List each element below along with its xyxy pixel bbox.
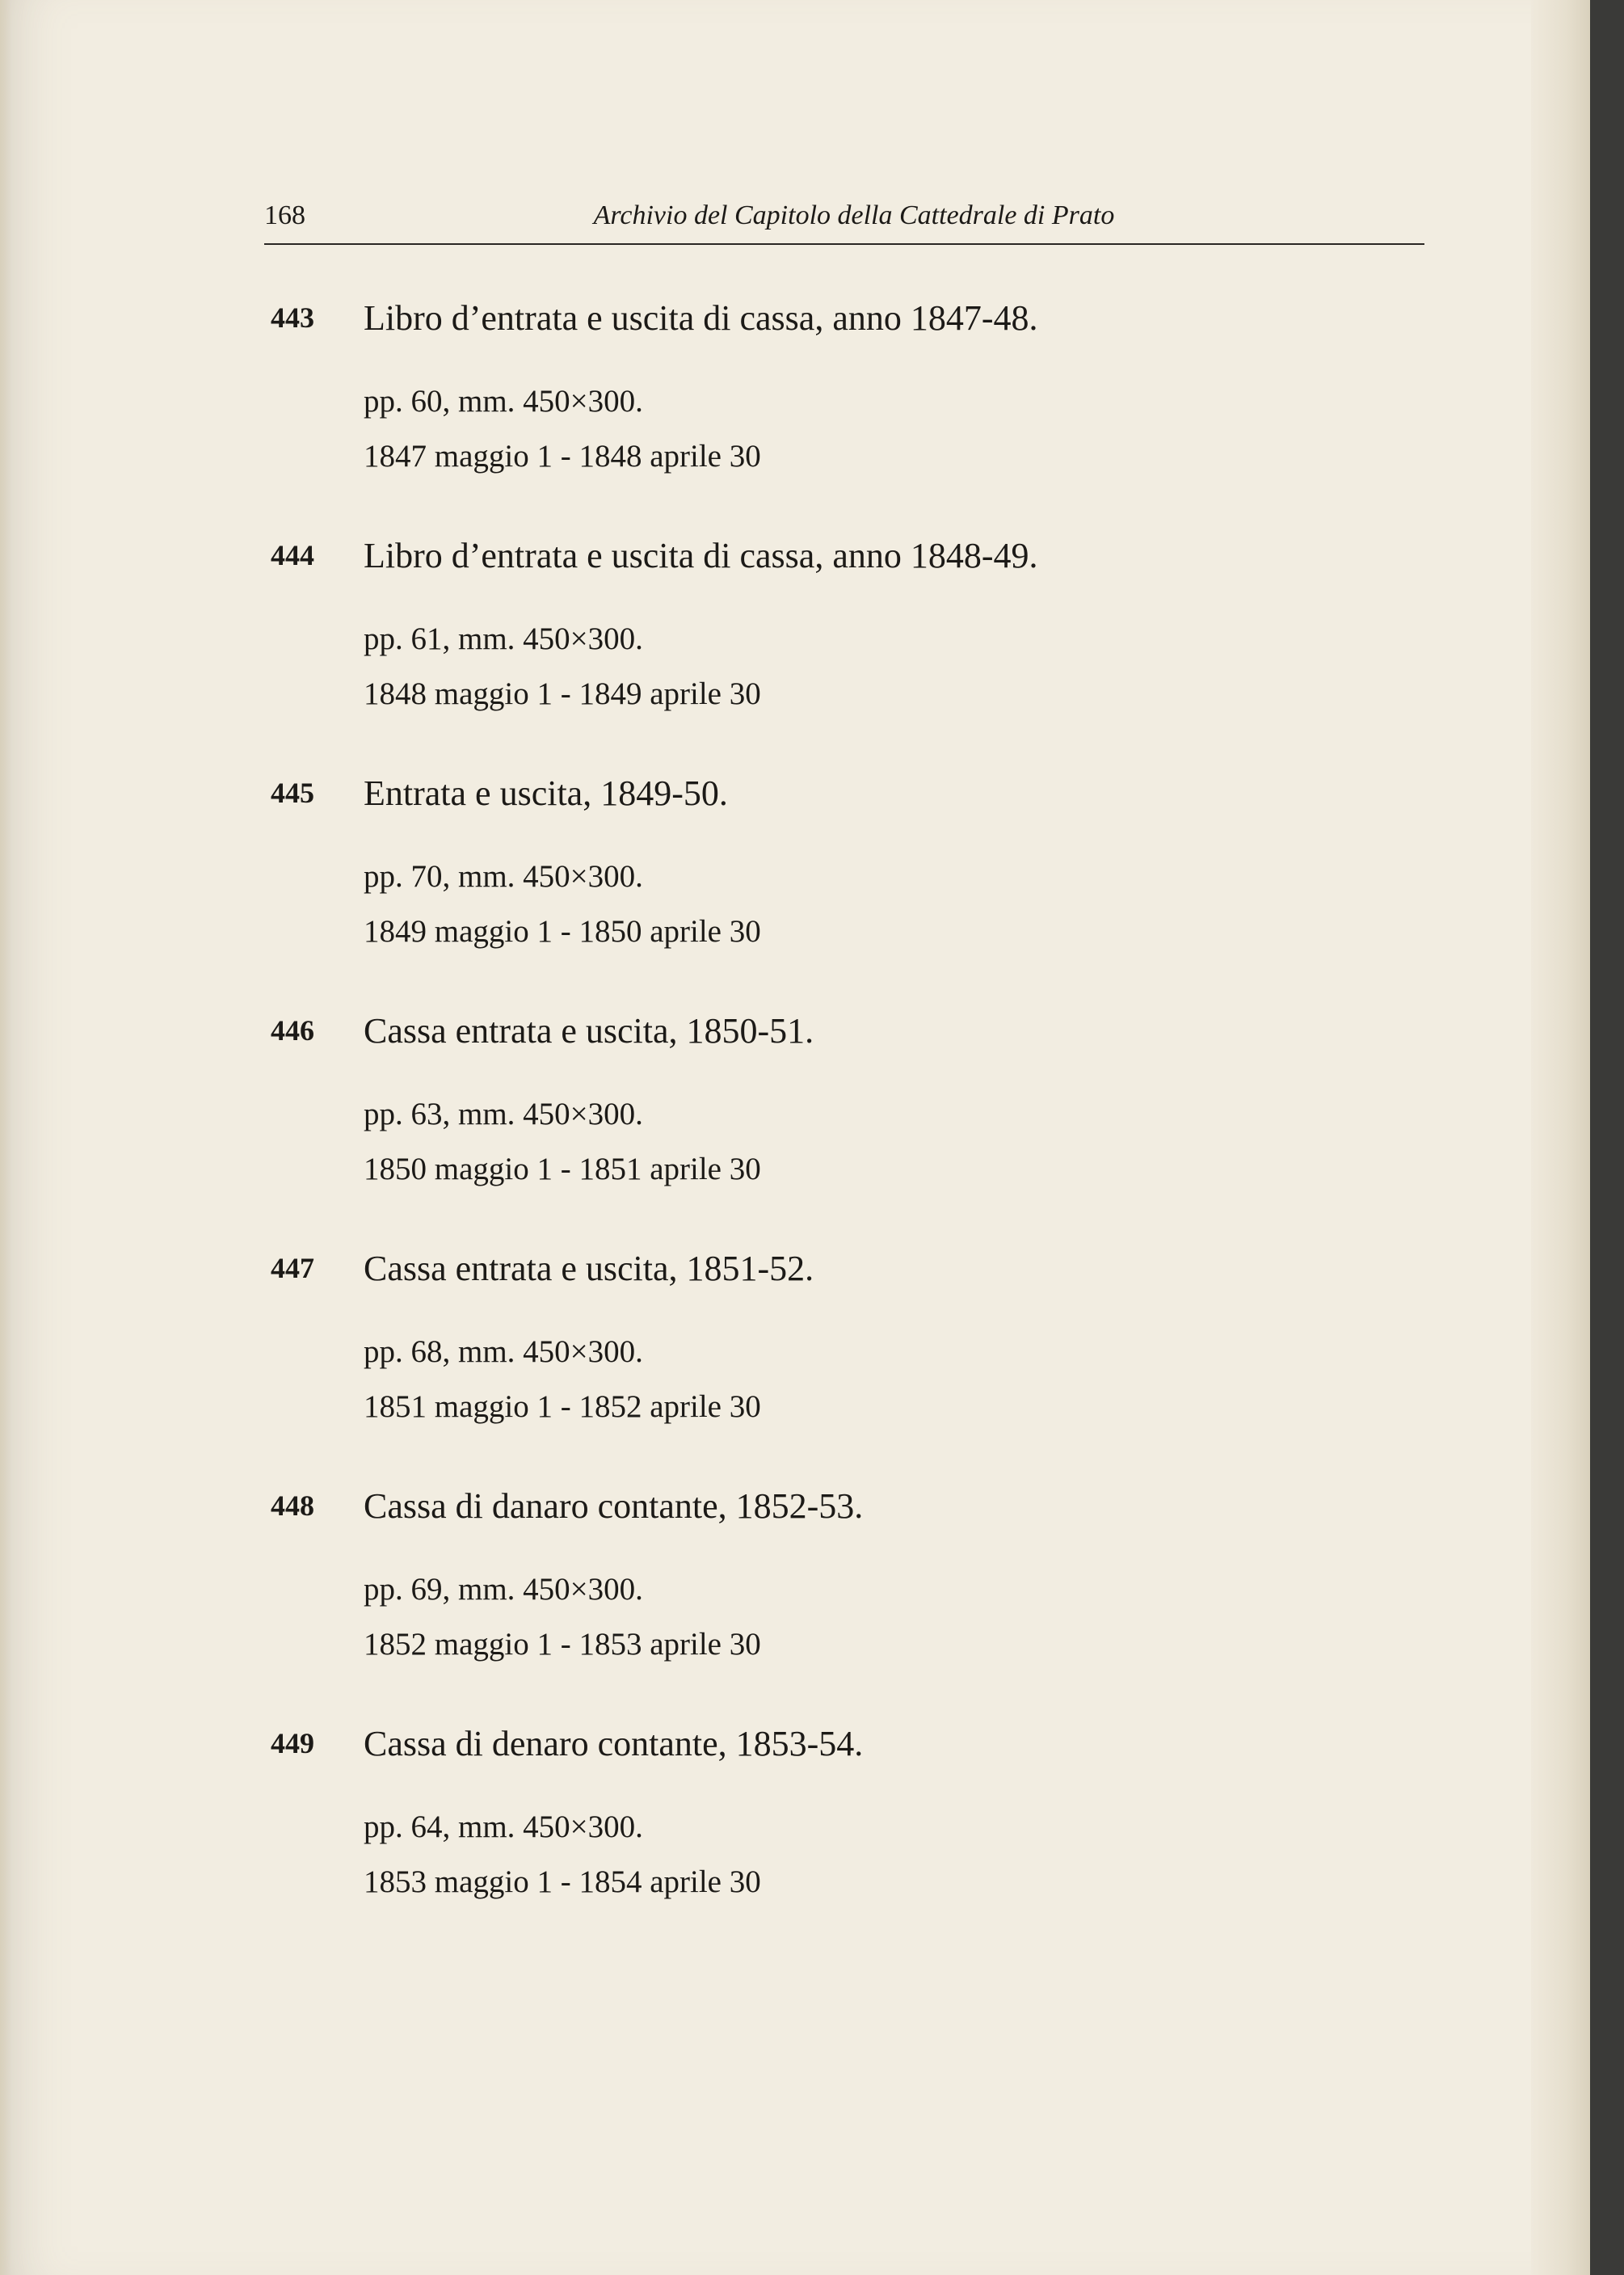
header-rule [264,243,1424,245]
entry-description: pp. 63, mm. 450×300. [364,1097,643,1131]
entry-number: 447 [271,1252,314,1284]
entry-dates: 1849 maggio 1 - 1850 aprile 30 [364,914,761,949]
entry-number: 448 [271,1489,314,1522]
page-edge [1531,0,1590,2275]
entry-description: pp. 68, mm. 450×300. [364,1334,643,1369]
entry-description: pp. 69, mm. 450×300. [364,1572,643,1607]
running-title: Archivio del Capitolo della Cattedrale di Prato [593,200,1115,230]
entry-number: 446 [271,1014,314,1047]
entry-dates: 1853 maggio 1 - 1854 aprile 30 [364,1864,761,1899]
entry-number: 445 [271,777,314,809]
entry-title: Cassa entrata e uscita, 1850-51. [364,1011,814,1051]
entry-description: pp. 70, mm. 450×300. [364,859,643,894]
entry-number: 443 [271,301,314,334]
entry-description: pp. 61, mm. 450×300. [364,621,643,656]
entry-title: Cassa entrata e uscita, 1851-52. [364,1249,814,1288]
running-header [264,200,1424,241]
entry-dates: 1848 maggio 1 - 1849 aprile 30 [364,676,761,711]
entry-number: 444 [271,539,314,571]
entry-title: Libro d’entrata e uscita di cassa, anno 1848-49. [364,536,1038,575]
entry-title: Entrata e uscita, 1849-50. [364,773,728,813]
entry-dates: 1850 maggio 1 - 1851 aprile 30 [364,1152,761,1186]
entry-title: Cassa di danaro contante, 1852-53. [364,1486,864,1526]
entry-description: pp. 60, mm. 450×300. [364,384,643,419]
page-number: 168 [264,200,305,230]
entry-number: 449 [271,1727,314,1759]
entry-dates: 1851 maggio 1 - 1852 aprile 30 [364,1389,761,1424]
entry-title: Cassa di denaro contante, 1853-54. [364,1724,864,1763]
entry-title: Libro d’entrata e uscita di cassa, anno 1847-48. [364,298,1038,338]
entry-dates: 1852 maggio 1 - 1853 aprile 30 [364,1627,761,1662]
spine-shadow [0,0,11,2275]
entry-dates: 1847 maggio 1 - 1848 aprile 30 [364,439,761,474]
entry-description: pp. 64, mm. 450×300. [364,1809,643,1844]
